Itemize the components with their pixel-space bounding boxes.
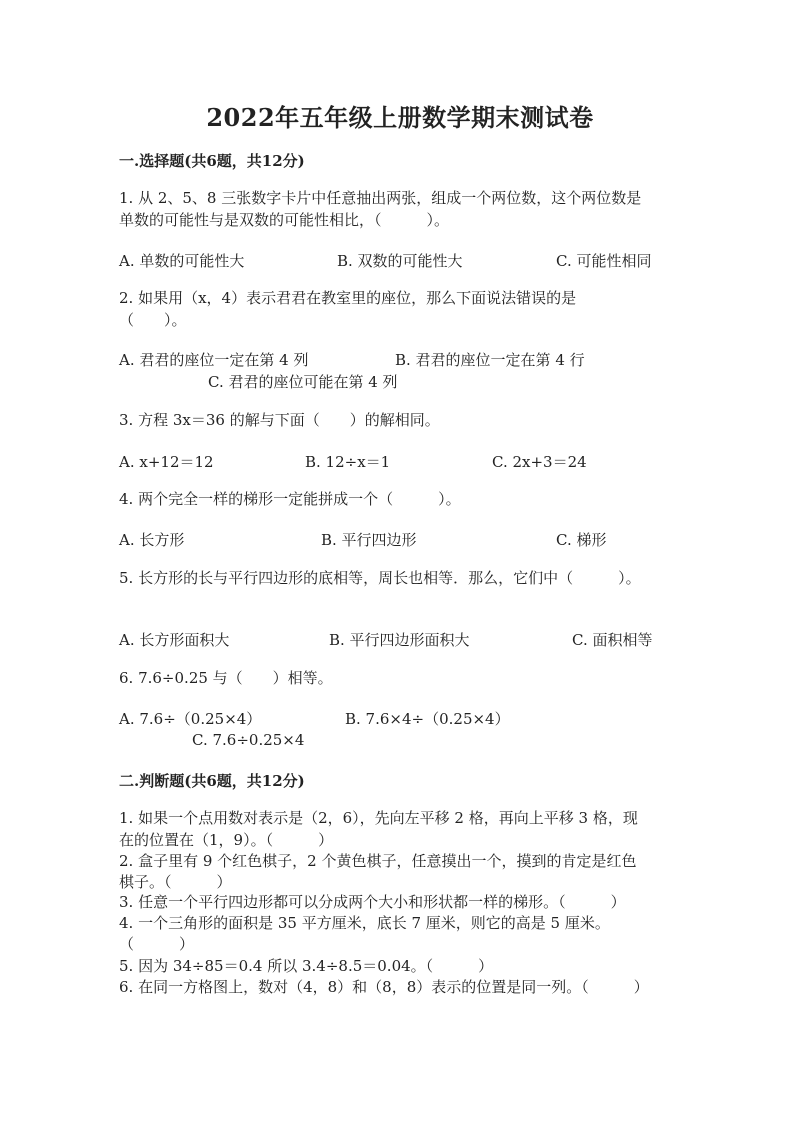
judgement-1-line-2: 在的位置在（1，9）。（ ）	[119, 831, 334, 849]
question-2-option-b: B. 君君的座位一定在第 4 行	[395, 351, 585, 369]
question-5-option-a: A. 长方形面积大	[119, 631, 230, 649]
question-3-line-1: 3. 方程 3x＝36 的解与下面（ ）的解相同。	[119, 411, 440, 429]
judgement-1-line-1: 1. 如果一个点用数对表示是（2，6），先向左平移 2 格，再向上平移 3 格，现	[119, 809, 638, 827]
question-2-line-2: （ ）。	[119, 311, 187, 329]
judgement-4-line-1: 4. 一个三角形的面积是 35 平方厘米，底长 7 厘米，则它的高是 5 厘米。	[119, 914, 610, 932]
section-heading-judgement: 二.判断题(共6题，共12分)	[119, 772, 305, 790]
page-title: 2022年五年级上册数学期末测试卷	[206, 103, 594, 132]
question-5-line-1: 5. 长方形的长与平行四边形的底相等，周长也相等．那么，它们中（ ）。	[119, 569, 641, 587]
question-1-line-2: 单数的可能性与是双数的可能性相比，（ ）。	[119, 211, 450, 229]
question-4-line-1: 4. 两个完全一样的梯形一定能拼成一个（ ）。	[119, 490, 461, 508]
question-1-option-c: C. 可能性相同	[556, 252, 652, 270]
question-5-option-c: C. 面积相等	[572, 631, 653, 649]
section-heading-choice: 一.选择题(共6题，共12分)	[119, 152, 305, 170]
judgement-3-line-1: 3. 任意一个平行四边形都可以分成两个大小和形状都一样的梯形。（ ）	[119, 893, 626, 911]
question-6-option-a: A. 7.6÷（0.25×4）	[119, 710, 262, 728]
question-3-option-c: C. 2x+3＝24	[492, 453, 587, 471]
question-5-option-b: B. 平行四边形面积大	[329, 631, 470, 649]
question-2-option-a: A. 君君的座位一定在第 4 列	[119, 351, 309, 369]
question-6-line-1: 6. 7.6÷0.25 与（ ）相等。	[119, 669, 333, 687]
question-2-option-c: C. 君君的座位可能在第 4 列	[208, 373, 398, 391]
question-1-line-1: 1. 从 2、5、8 三张数字卡片中任意抽出两张，组成一个两位数，这个两位数是	[119, 189, 642, 207]
judgement-4-line-2: （ ）	[119, 935, 195, 953]
question-6-option-b: B. 7.6×4÷（0.25×4）	[345, 710, 510, 728]
judgement-6-line-1: 6. 在同一方格图上，数对（4，8）和（8，8）表示的位置是同一列。（ ）	[119, 978, 649, 996]
question-4-option-c: C. 梯形	[556, 531, 607, 549]
question-6-option-c: C. 7.6÷0.25×4	[192, 731, 305, 749]
question-4-option-a: A. 长方形	[119, 531, 185, 549]
judgement-5-line-1: 5. 因为 34÷85＝0.4 所以 3.4÷8.5＝0.04。（ ）	[119, 957, 494, 975]
question-4-option-b: B. 平行四边形	[321, 531, 417, 549]
judgement-2-line-2: 棋子。（ ）	[119, 873, 232, 891]
judgement-2-line-1: 2. 盒子里有 9 个红色棋子，2 个黄色棋子，任意摸出一个，摸到的肯定是红色	[119, 852, 637, 870]
question-3-option-a: A. x+12＝12	[119, 453, 214, 471]
question-2-line-1: 2. 如果用（x，4）表示君君在教室里的座位，那么下面说法错误的是	[119, 289, 577, 307]
question-3-option-b: B. 12÷x＝1	[305, 453, 391, 471]
question-1-option-b: B. 双数的可能性大	[337, 252, 463, 270]
question-1-option-a: A. 单数的可能性大	[119, 252, 245, 270]
